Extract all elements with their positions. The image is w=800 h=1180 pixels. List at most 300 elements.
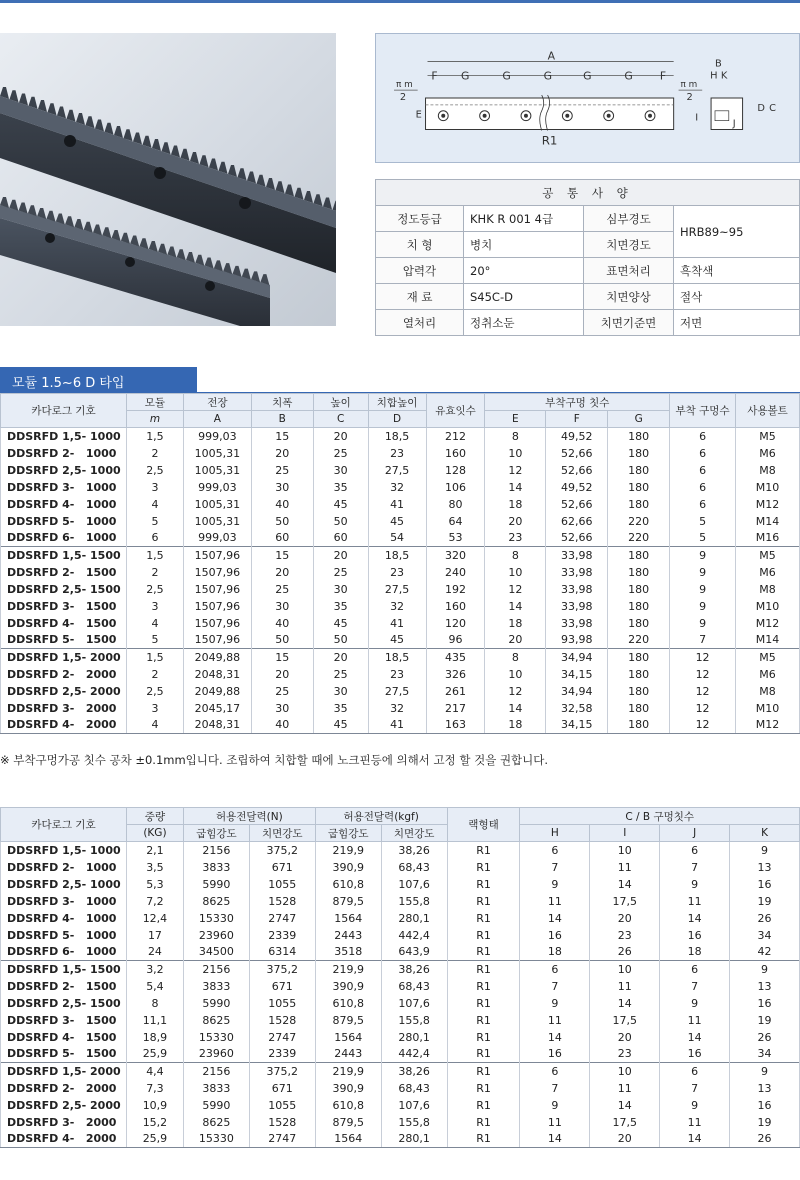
sub-header-bending-n: 굽힘강도 <box>183 825 249 842</box>
table-cell: 20 <box>313 547 368 564</box>
table-cell: 180 <box>608 700 670 717</box>
table-cell: 50 <box>251 632 313 649</box>
table-cell: M10 <box>736 700 800 717</box>
table-cell: 5 <box>126 513 183 530</box>
table-cell: 2,5 <box>126 581 183 598</box>
table-cell: 33,98 <box>546 615 608 632</box>
table-cell: 1507,96 <box>183 615 251 632</box>
catalog-code-cell: DDSRFD 2,5- 2000 <box>1 683 127 700</box>
col-header-bolt: 사용볼트 <box>736 394 800 428</box>
sub-header-surface-n: 치면강도 <box>249 825 315 842</box>
table-cell: 20 <box>313 649 368 666</box>
table-cell: R1 <box>447 1131 520 1148</box>
table-cell: 6 <box>670 462 736 479</box>
table-cell: 3 <box>126 479 183 496</box>
table-cell: 8625 <box>183 1114 249 1131</box>
spec-value: S45C-D <box>464 284 584 310</box>
col-header-hole-count: 부착 구멍수 <box>670 394 736 428</box>
table-row <box>1 598 800 615</box>
table-cell: 5 <box>670 513 736 530</box>
table-row <box>1 649 800 666</box>
table-cell: 7 <box>670 632 736 649</box>
tolerance-note: ※ 부착구멍가공 칫수 공차 ±0.1mm입니다. 조립하여 치합할 때에 노크핀등에 의해서 고정 할 것을 권합니다. <box>0 753 549 767</box>
table-cell: 999,03 <box>183 479 251 496</box>
table-cell: 41 <box>368 717 426 734</box>
table-cell: 1507,96 <box>183 547 251 564</box>
dim-g-label-1: G <box>460 69 470 83</box>
table-row <box>1 910 800 927</box>
table-cell: 8625 <box>183 893 249 910</box>
table-cell: 17 <box>126 927 183 944</box>
table-cell: 34,94 <box>546 683 608 700</box>
table-cell: 18,5 <box>368 649 426 666</box>
table-row <box>1 1012 800 1029</box>
table-cell: 23 <box>368 564 426 581</box>
spec-value: 절삭 <box>674 284 800 310</box>
table-row <box>1 462 800 479</box>
table-cell: 107,6 <box>381 876 447 893</box>
table-row <box>1 961 800 978</box>
table-cell: 240 <box>426 564 485 581</box>
table-cell: 23 <box>485 530 546 547</box>
dim-a-label: A <box>547 49 556 63</box>
table-cell: 375,2 <box>249 961 315 978</box>
table-cell: 27,5 <box>368 683 426 700</box>
table-cell: 163 <box>426 717 485 734</box>
table-cell: 107,6 <box>381 995 447 1012</box>
table-cell: 220 <box>608 513 670 530</box>
table-cell: 2339 <box>249 927 315 944</box>
catalog-code-cell: DDSRFD 2,5- 1000 <box>1 462 127 479</box>
table-cell: 19 <box>730 893 800 910</box>
table-cell: 15 <box>251 428 313 445</box>
table-cell: R1 <box>447 978 520 995</box>
table-cell: 96 <box>426 632 485 649</box>
table-cell: 3,2 <box>126 961 183 978</box>
table-cell: 435 <box>426 649 485 666</box>
table-cell: 180 <box>608 564 670 581</box>
table-cell: 1,5 <box>126 547 183 564</box>
table-cell: M10 <box>736 479 800 496</box>
pitch-den-right: 2 <box>686 91 693 103</box>
table-cell: 23960 <box>183 927 249 944</box>
catalog-code-cell: DDSRFD 2- 1500 <box>1 564 127 581</box>
sub-header-surface-kgf: 치면강도 <box>381 825 447 842</box>
table-cell: 1507,96 <box>183 598 251 615</box>
table-cell: 9 <box>520 876 590 893</box>
catalog-code-cell: DDSRFD 5- 1500 <box>1 1046 127 1063</box>
table-cell: 52,66 <box>546 462 608 479</box>
sub-header-k: K <box>730 825 800 842</box>
table-cell: 13 <box>730 859 800 876</box>
sub-header-i: I <box>590 825 660 842</box>
table-cell: 26 <box>730 910 800 927</box>
table-cell: 2,5 <box>126 462 183 479</box>
spec-key: 표면처리 <box>584 258 674 284</box>
catalog-code-cell: DDSRFD 2,5- 1000 <box>1 876 127 893</box>
table-cell: 14 <box>520 1029 590 1046</box>
table-cell: 7 <box>660 1080 730 1097</box>
table-cell: R1 <box>447 995 520 1012</box>
spec-value: 20° <box>464 258 584 284</box>
catalog-code-cell: DDSRFD 2- 1500 <box>1 978 127 995</box>
table-cell: 25 <box>251 581 313 598</box>
sub-header-b: B <box>251 411 313 428</box>
table-cell: 30 <box>313 683 368 700</box>
catalog-code-cell: DDSRFD 1,5- 2000 <box>1 1063 127 1080</box>
table-cell: 15,2 <box>126 1114 183 1131</box>
table-cell: 33,98 <box>546 547 608 564</box>
table-row <box>1 1131 800 1148</box>
table-cell: 18 <box>520 944 590 961</box>
table-cell: 1528 <box>249 1012 315 1029</box>
table-cell: 34,15 <box>546 717 608 734</box>
table-cell: 26 <box>590 944 660 961</box>
table-cell: 180 <box>608 717 670 734</box>
table-cell: 33,98 <box>546 581 608 598</box>
table-cell: 180 <box>608 666 670 683</box>
table-cell: 180 <box>608 547 670 564</box>
catalog-code-cell: DDSRFD 1,5- 2000 <box>1 649 127 666</box>
catalog-code-cell: DDSRFD 6- 1000 <box>1 530 127 547</box>
table-cell: 8 <box>485 547 546 564</box>
table-cell: 320 <box>426 547 485 564</box>
table-cell: 4,4 <box>126 1063 183 1080</box>
table-cell: 442,4 <box>381 927 447 944</box>
table-cell: 390,9 <box>315 859 381 876</box>
table-cell: 16 <box>520 1046 590 1063</box>
table-cell: 2443 <box>315 1046 381 1063</box>
table-cell: 3833 <box>183 978 249 995</box>
common-spec-table <box>375 179 800 336</box>
table-cell: 50 <box>313 632 368 649</box>
table-cell: 280,1 <box>381 1131 447 1148</box>
table-row <box>1 700 800 717</box>
table-cell: 4 <box>126 615 183 632</box>
table-cell: 14 <box>590 1097 660 1114</box>
table-cell: 4 <box>126 717 183 734</box>
catalog-code-cell: DDSRFD 2,5- 1500 <box>1 581 127 598</box>
table-cell: 280,1 <box>381 910 447 927</box>
table-cell: 15330 <box>183 1029 249 1046</box>
table-cell: R1 <box>447 1097 520 1114</box>
spec-value: 흑착색 <box>674 258 800 284</box>
table-cell: 27,5 <box>368 581 426 598</box>
table-cell: 15330 <box>183 1131 249 1148</box>
gear-rack-illustration <box>0 33 336 326</box>
table-cell: 12 <box>670 649 736 666</box>
table-cell: M12 <box>736 496 800 513</box>
table-cell: M8 <box>736 683 800 700</box>
table-cell: 52,66 <box>546 445 608 462</box>
table-cell: 999,03 <box>183 428 251 445</box>
table-cell: 93,98 <box>546 632 608 649</box>
table-cell: 23 <box>590 927 660 944</box>
table-cell: 7,3 <box>126 1080 183 1097</box>
table-cell: 17,5 <box>590 1114 660 1131</box>
table-cell: 9 <box>670 547 736 564</box>
catalog-code-cell: DDSRFD 3- 1500 <box>1 1012 127 1029</box>
col-header-face-width: 치폭 <box>251 394 313 411</box>
table-cell: 12 <box>670 717 736 734</box>
table-cell: 8 <box>485 649 546 666</box>
dim-k-label: K <box>720 70 728 82</box>
table-cell: 19 <box>730 1012 800 1029</box>
table-cell: 3,5 <box>126 859 183 876</box>
table-cell: M6 <box>736 666 800 683</box>
catalog-code-cell: DDSRFD 4- 2000 <box>1 1131 127 1148</box>
dim-g-label-4: G <box>583 69 592 83</box>
table-cell: 15 <box>251 649 313 666</box>
table-cell: 35 <box>313 700 368 717</box>
table-cell: 6 <box>670 428 736 445</box>
catalog-code-cell: DDSRFD 3- 1000 <box>1 893 127 910</box>
table-cell: 5 <box>670 530 736 547</box>
catalog-code-cell: DDSRFD 5- 1000 <box>1 513 127 530</box>
table-cell: 11 <box>520 893 590 910</box>
table-row <box>1 893 800 910</box>
table-cell: 2048,31 <box>183 717 251 734</box>
catalog-code-cell: DDSRFD 4- 1000 <box>1 910 127 927</box>
table-cell: 40 <box>251 615 313 632</box>
table-cell: 14 <box>660 1029 730 1046</box>
table-cell: 999,03 <box>183 530 251 547</box>
table-cell: 219,9 <box>315 842 381 859</box>
table-cell: 60 <box>313 530 368 547</box>
table-cell: 27,5 <box>368 462 426 479</box>
table-cell: 1,5 <box>126 649 183 666</box>
table-cell: R1 <box>447 927 520 944</box>
table-cell: 1507,96 <box>183 581 251 598</box>
table-cell: 6314 <box>249 944 315 961</box>
table-cell: 1005,31 <box>183 462 251 479</box>
table-cell: 375,2 <box>249 1063 315 1080</box>
table-cell: 18,5 <box>368 428 426 445</box>
table-cell: 9 <box>670 598 736 615</box>
table-cell: 12 <box>670 683 736 700</box>
spec-value: 병치 <box>464 232 584 258</box>
table-cell: 32 <box>368 479 426 496</box>
table-cell: 390,9 <box>315 978 381 995</box>
table-cell: 12,4 <box>126 910 183 927</box>
table-cell: 1564 <box>315 1131 381 1148</box>
table-cell: 12 <box>485 581 546 598</box>
table-row <box>1 1097 800 1114</box>
table-cell: 24 <box>126 944 183 961</box>
table-cell: 280,1 <box>381 1029 447 1046</box>
col-header-force-kgf: 허용전달력(kgf) <box>315 808 447 825</box>
table-cell: 16 <box>730 1097 800 1114</box>
table-cell: 180 <box>608 445 670 462</box>
table-cell: 261 <box>426 683 485 700</box>
table-cell: 52,66 <box>546 496 608 513</box>
table-cell: 180 <box>608 428 670 445</box>
table-row <box>1 978 800 995</box>
table-cell: 2443 <box>315 927 381 944</box>
table-cell: 23960 <box>183 1046 249 1063</box>
table-cell: M5 <box>736 547 800 564</box>
table-cell: 54 <box>368 530 426 547</box>
col-header-cb-dims: C / B 구멍칫수 <box>520 808 800 825</box>
table-cell: 34500 <box>183 944 249 961</box>
spec-key: 치면양상 <box>584 284 674 310</box>
table-row <box>1 995 800 1012</box>
table-cell: 6 <box>520 842 590 859</box>
dim-c-label: C <box>769 102 777 114</box>
table-cell: 2,5 <box>126 683 183 700</box>
spec-key: 치면기준면 <box>584 310 674 336</box>
spec-key: 재 료 <box>376 284 464 310</box>
table-cell: 2156 <box>183 842 249 859</box>
table-cell: 68,43 <box>381 1080 447 1097</box>
table-cell: 25 <box>313 564 368 581</box>
table-cell: 7 <box>520 859 590 876</box>
table-cell: 45 <box>313 496 368 513</box>
table-cell: M6 <box>736 445 800 462</box>
table-cell: 155,8 <box>381 1012 447 1029</box>
col-header-catalog: 카다로그 기호 <box>1 808 127 842</box>
table-cell: 23 <box>590 1046 660 1063</box>
spec-value: KHK R 001 4급 <box>464 206 584 232</box>
spec-title: 공 통 사 양 <box>376 180 800 206</box>
table-cell: 60 <box>251 530 313 547</box>
catalog-code-cell: DDSRFD 2,5- 2000 <box>1 1097 127 1114</box>
table-cell: 11 <box>590 859 660 876</box>
table-cell: 12 <box>670 666 736 683</box>
table-cell: R1 <box>447 961 520 978</box>
table-cell: 6 <box>126 530 183 547</box>
table-cell: 160 <box>426 598 485 615</box>
table-cell: 20 <box>590 1131 660 1148</box>
table-cell: 12 <box>485 683 546 700</box>
table-cell: 12 <box>670 700 736 717</box>
table-cell: 14 <box>485 700 546 717</box>
spec-key: 치면경도 <box>584 232 674 258</box>
table-cell: 9 <box>730 842 800 859</box>
table-cell: 25 <box>251 462 313 479</box>
table-cell: 16 <box>660 927 730 944</box>
dimension-drawing <box>375 33 800 163</box>
table-cell: 23 <box>368 666 426 683</box>
table-cell: 390,9 <box>315 1080 381 1097</box>
table-cell: R1 <box>447 859 520 876</box>
table-cell: 42 <box>730 944 800 961</box>
table-cell: M5 <box>736 649 800 666</box>
table-cell: 11 <box>660 893 730 910</box>
table-cell: 7 <box>520 978 590 995</box>
table-row <box>1 615 800 632</box>
table-cell: 9 <box>730 1063 800 1080</box>
table-cell: R1 <box>447 910 520 927</box>
table-cell: 9 <box>670 564 736 581</box>
table-cell: 10 <box>485 445 546 462</box>
table-cell: 18 <box>485 717 546 734</box>
table-cell: 25 <box>251 683 313 700</box>
table-cell: 610,8 <box>315 995 381 1012</box>
sub-header-g: G <box>608 411 670 428</box>
rack-type-label: R1 <box>541 133 558 148</box>
table-cell: 14 <box>660 1131 730 1148</box>
table-cell: 20 <box>251 445 313 462</box>
col-header-weight: 중량 <box>126 808 183 825</box>
table-cell: 26 <box>730 1029 800 1046</box>
col-header-length: 전장 <box>183 394 251 411</box>
table-cell: 2339 <box>249 1046 315 1063</box>
catalog-code-cell: DDSRFD 4- 1000 <box>1 496 127 513</box>
table-cell: 643,9 <box>381 944 447 961</box>
table-cell: 2 <box>126 564 183 581</box>
table-cell: M12 <box>736 615 800 632</box>
table-cell: 19 <box>730 1114 800 1131</box>
catalog-code-cell: DDSRFD 1,5- 1500 <box>1 547 127 564</box>
catalog-code-cell: DDSRFD 5- 1500 <box>1 632 127 649</box>
table-cell: 879,5 <box>315 893 381 910</box>
table-row <box>1 1046 800 1063</box>
table-cell: 20 <box>251 666 313 683</box>
rack-dimension-diagram <box>376 34 799 162</box>
table-cell: 53 <box>426 530 485 547</box>
table-cell: 9 <box>660 1097 730 1114</box>
table-cell: 180 <box>608 479 670 496</box>
table-cell: 38,26 <box>381 961 447 978</box>
dim-g-label-3: G <box>543 69 553 83</box>
table-cell: 30 <box>313 462 368 479</box>
table-cell: 1564 <box>315 910 381 927</box>
table-cell: 30 <box>251 479 313 496</box>
catalog-code-cell: DDSRFD 1,5- 1000 <box>1 428 127 445</box>
catalog-code-cell: DDSRFD 3- 1500 <box>1 598 127 615</box>
table-cell: 1528 <box>249 1114 315 1131</box>
table-cell: 64 <box>426 513 485 530</box>
table-cell: 49,52 <box>546 428 608 445</box>
table-cell: 17,5 <box>590 1012 660 1029</box>
catalog-code-cell: DDSRFD 2- 2000 <box>1 666 127 683</box>
table-row <box>1 513 800 530</box>
table-cell: 50 <box>313 513 368 530</box>
table-cell: M14 <box>736 513 800 530</box>
table-cell: 30 <box>251 700 313 717</box>
table-cell: 6 <box>520 961 590 978</box>
catalog-code-cell: DDSRFD 3- 1000 <box>1 479 127 496</box>
table-cell: 32 <box>368 700 426 717</box>
table-cell: R1 <box>447 944 520 961</box>
table-row <box>1 632 800 649</box>
table-cell: 34,94 <box>546 649 608 666</box>
col-header-pitch-height: 치합높이 <box>368 394 426 411</box>
table-cell: 128 <box>426 462 485 479</box>
table-row <box>1 547 800 564</box>
sub-header-j: J <box>660 825 730 842</box>
table-row <box>1 445 800 462</box>
table-cell: 35 <box>313 479 368 496</box>
table-cell: M5 <box>736 428 800 445</box>
table-cell: 3 <box>126 598 183 615</box>
dim-h-label: H <box>710 70 718 82</box>
table-cell: 2747 <box>249 1029 315 1046</box>
table-cell: 4 <box>126 496 183 513</box>
table-cell: 6 <box>660 842 730 859</box>
table-cell: 10 <box>590 842 660 859</box>
table-cell: 14 <box>590 876 660 893</box>
table-cell: R1 <box>447 1012 520 1029</box>
table-cell: 40 <box>251 717 313 734</box>
table-cell: 11 <box>520 1114 590 1131</box>
table-cell: 13 <box>730 1080 800 1097</box>
table-cell: 11,1 <box>126 1012 183 1029</box>
table-cell: 10 <box>590 1063 660 1080</box>
table-cell: 160 <box>426 445 485 462</box>
table-cell: 6 <box>670 479 736 496</box>
